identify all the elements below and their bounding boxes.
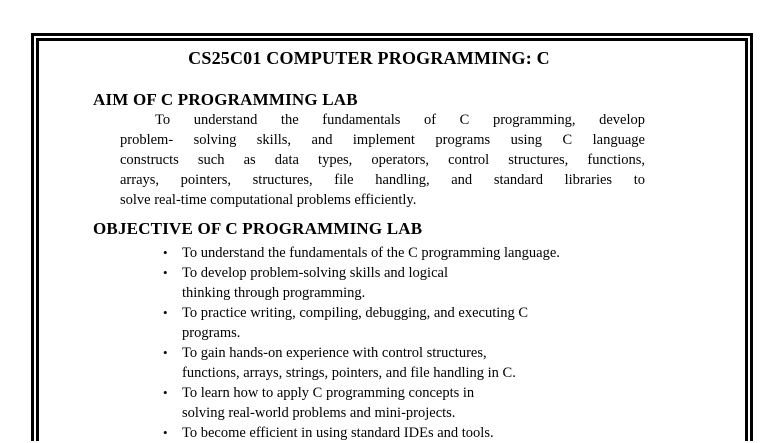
- bullet-icon: •: [163, 345, 168, 360]
- list-item-line: To learn how to apply C programming concepts in: [182, 385, 475, 401]
- list-item: [163, 263, 645, 303]
- list-item: [163, 383, 645, 423]
- objective-list: [93, 243, 645, 443]
- list-item: [163, 243, 645, 263]
- list-item-text: [182, 243, 560, 263]
- list-item-text: [182, 423, 494, 443]
- page-border-outer: [31, 33, 753, 441]
- bullet-icon: •: [163, 385, 168, 400]
- paragraph-line: arrays, pointers, structures, file handling, and standard libraries to: [120, 172, 645, 188]
- paragraph-line: To understand the fundamentals of C programming, develop: [155, 112, 645, 128]
- bullet-icon: •: [163, 245, 168, 260]
- list-item: [163, 303, 645, 343]
- list-item-text: [182, 383, 474, 423]
- list-item-text: [182, 303, 528, 343]
- list-item: [163, 343, 645, 383]
- list-item-line: To understand the fundamentals of the C programming language.: [182, 245, 560, 261]
- list-item-line: To gain hands-on experience with control structures,: [182, 345, 487, 361]
- list-item-line: To develop problem-solving skills and logical: [182, 265, 448, 281]
- aim-section-heading: AIM OF C PROGRAMMING LAB: [93, 90, 358, 109]
- list-item-line: To practice writing, compiling, debugging, and executing C: [182, 305, 529, 321]
- list-item-text: [182, 263, 448, 303]
- list-item-line: solving real-world problems and mini-projects.: [182, 405, 456, 421]
- list-item-line: programs.: [182, 325, 241, 341]
- list-item-text: [182, 343, 516, 383]
- paragraph-line: problem- solving skills, and implement programs using C language: [120, 132, 645, 148]
- aim-paragraph: [120, 110, 645, 210]
- document-content: [39, 47, 745, 443]
- list-item-line: thinking through programming.: [182, 285, 366, 301]
- page-border-inner: [36, 38, 748, 441]
- list-item: [163, 423, 645, 443]
- list-item-line: To become efficient in using standard IDEs and tools.: [182, 425, 494, 441]
- bullet-icon: •: [163, 425, 168, 440]
- paragraph-line: solve real-time computational problems efficiently.: [120, 192, 417, 208]
- list-item-line: functions, arrays, strings, pointers, and file handling in C.: [182, 365, 516, 381]
- paragraph-line: constructs such as data types, operators, control structures, functions,: [120, 152, 645, 168]
- bullet-icon: •: [163, 265, 168, 280]
- bullet-icon: •: [163, 305, 168, 320]
- objective-section-heading: OBJECTIVE OF C PROGRAMMING LAB: [93, 219, 423, 238]
- course-title: CS25C01 COMPUTER PROGRAMMING: C: [188, 48, 550, 68]
